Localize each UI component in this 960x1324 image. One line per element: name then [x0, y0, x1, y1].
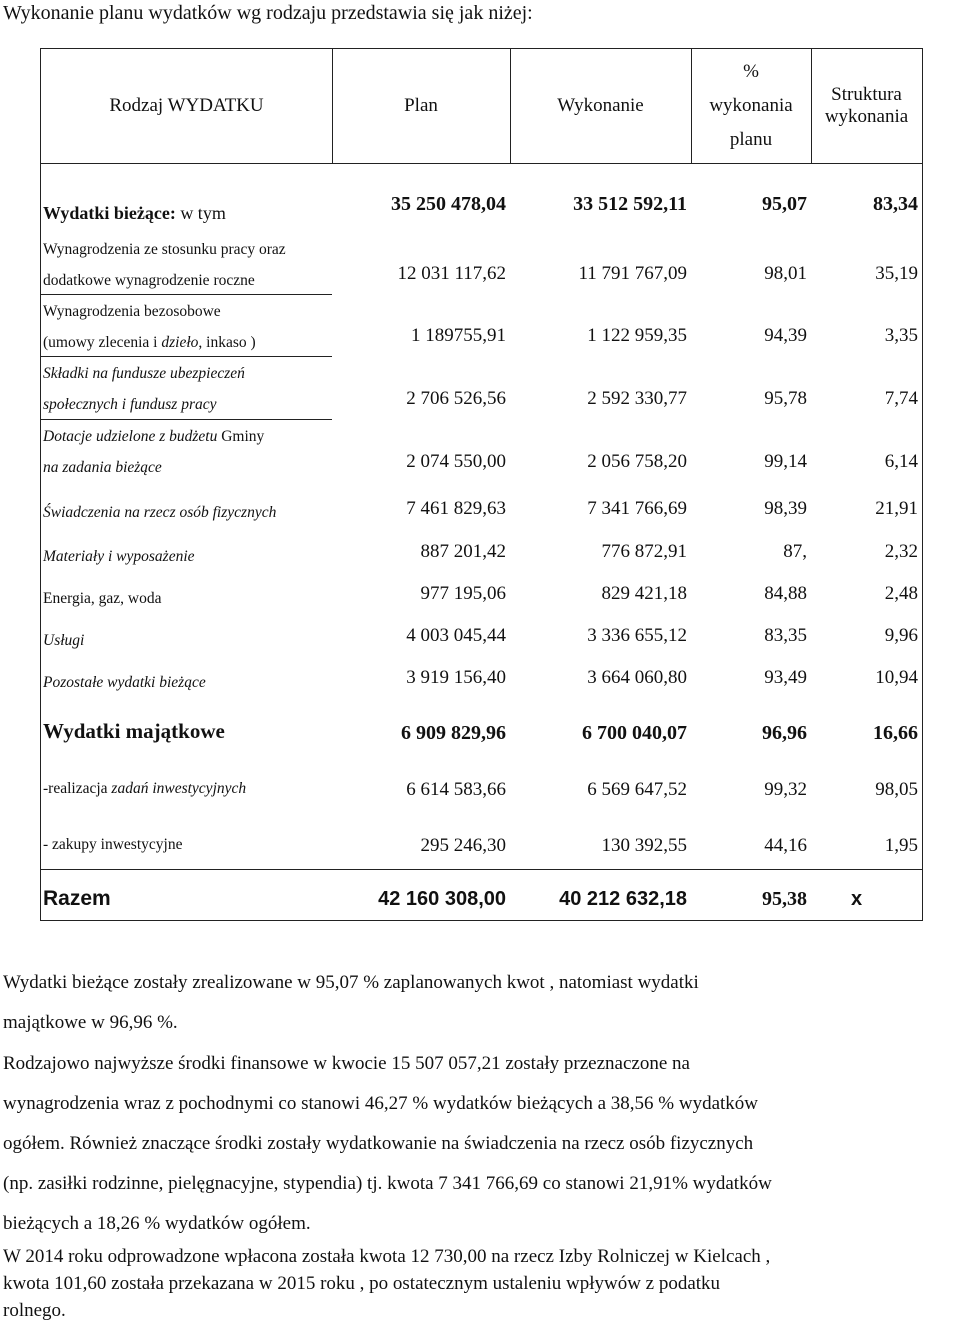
cell-wykonanie: 1 122 959,35 — [587, 325, 687, 346]
cell-procent: 95,38 — [762, 888, 807, 910]
cell-wykonanie: 130 392,55 — [601, 835, 687, 856]
cell-procent: 99,32 — [764, 779, 807, 800]
cell-procent: 87, — [783, 541, 807, 562]
cell-struktura: 16,66 — [873, 722, 918, 744]
cell-struktura: 2,48 — [884, 583, 918, 604]
cell-procent: 94,39 — [764, 325, 807, 346]
cell-procent: 96,96 — [762, 722, 807, 744]
row-label: Dotacje udzielone z budżetu Gminy na zadania bieżące — [43, 428, 265, 476]
header-struktura: Struktura wykonania — [824, 84, 909, 127]
cell-wykonanie: 3 664 060,80 — [587, 667, 687, 688]
cell-procent: 98,39 — [764, 498, 807, 519]
cell-struktura: 3,35 — [884, 325, 918, 346]
cell-plan: 12 031 117,62 — [397, 263, 506, 284]
row-label: Wynagrodzenia bezosobowe (umowy zlecenia i dzieło, inkaso ) — [43, 303, 256, 351]
cell-procent: 44,16 — [764, 835, 807, 856]
row-label: Wydatki bieżące: w tym — [43, 202, 226, 223]
header-rodzaj: Rodzaj WYDATKU — [109, 95, 264, 117]
cell-plan: 6 614 583,66 — [406, 779, 506, 800]
cell-plan: 295 246,30 — [420, 835, 506, 856]
cell-procent: 98,01 — [764, 263, 807, 284]
cell-wykonanie: 829 421,18 — [601, 583, 687, 604]
expenses-table — [40, 48, 923, 921]
row-label: Wynagrodzenia ze stosunku pracy oraz dodatkowe wynagrodzenie roczne — [43, 241, 286, 289]
cell-procent: 83,35 — [764, 625, 807, 646]
cell-struktura: 7,74 — [884, 388, 918, 409]
cell-struktura: 1,95 — [884, 835, 918, 856]
cell-plan: 6 909 829,96 — [401, 722, 506, 744]
cell-plan: 2 074 550,00 — [406, 451, 506, 472]
cell-wykonanie: 11 791 767,09 — [578, 263, 687, 284]
row-label: -realizacja zadań inwestycyjnych — [43, 779, 247, 797]
cell-procent: 93,49 — [764, 667, 807, 688]
cell-wykonanie: 7 341 766,69 — [587, 498, 687, 519]
header-procent-wykonania: % wykonania planu — [709, 60, 793, 151]
cell-wykonanie: 40 212 632,18 — [559, 888, 687, 910]
row-label: Wydatki majątkowe — [43, 718, 225, 743]
intro-text: Wykonanie planu wydatków wg rodzaju przedstawia się jak niżej: — [3, 2, 533, 24]
paragraph: Rodzajowo najwyższe środki finansowe w kwocie 15 507 057,21 zostały przeznaczone na wynagrodzenia wraz z pochodnymi co stanowi 46,27 % wydatków bieżących a 38,56 % wydatków ogółem. Również znaczące środki zostały wydatkowanie na świadczenia na rzecz osób fizycznych (np. zasiłki rodzinne, pielęgnacyjne, stypendia) tj. kwota 7 341 766,69 co stanowi 21,91% wydatków bieżących a 18,26 % wydatków ogółem. — [3, 1053, 772, 1234]
cell-struktura: 98,05 — [875, 779, 918, 800]
cell-plan: 977 195,06 — [420, 583, 506, 604]
cell-struktura: 10,94 — [875, 667, 918, 688]
cell-struktura: 2,32 — [884, 541, 918, 562]
row-label: Materiały i wyposażenie — [43, 547, 195, 565]
header-wykonanie: Wykonanie — [557, 95, 644, 117]
cell-struktura: 83,34 — [873, 193, 918, 215]
header-plan: Plan — [404, 95, 438, 117]
row-label: Świadczenia na rzecz osób fizycznych — [43, 503, 277, 521]
cell-procent: 99,14 — [764, 451, 807, 472]
cell-plan: 35 250 478,04 — [391, 193, 506, 215]
cell-procent: 84,88 — [764, 583, 807, 604]
cell-struktura: 21,91 — [875, 498, 918, 519]
cell-plan: 4 003 045,44 — [406, 625, 506, 646]
cell-plan: 42 160 308,00 — [378, 888, 506, 910]
row-label: Pozostałe wydatki bieżące — [43, 673, 206, 691]
cell-struktura: 9,96 — [884, 625, 918, 646]
cell-struktura: 6,14 — [884, 451, 918, 472]
cell-plan: 3 919 156,40 — [406, 667, 506, 688]
cell-struktura: 35,19 — [875, 263, 918, 284]
cell-wykonanie: 2 592 330,77 — [587, 388, 687, 409]
cell-wykonanie: 3 336 655,12 — [587, 625, 687, 646]
row-label: - zakupy inwestycyjne — [43, 835, 183, 853]
cell-wykonanie: 2 056 758,20 — [587, 451, 687, 472]
cell-wykonanie: 6 569 647,52 — [587, 779, 687, 800]
cell-procent: 95,07 — [762, 193, 807, 215]
cell-wykonanie: 33 512 592,11 — [573, 193, 687, 215]
cell-procent: 95,78 — [764, 388, 807, 409]
paragraph: Wydatki bieżące zostały zrealizowane w 95,07 % zaplanowanych kwot , natomiast wydatki majątkowe w 96,96 %. — [3, 972, 699, 1033]
row-label: Razem — [43, 886, 111, 910]
cell-struktura: x — [850, 888, 863, 910]
cell-plan: 887 201,42 — [420, 541, 506, 562]
cell-plan: 1 189755,91 — [411, 325, 506, 346]
cell-wykonanie: 6 700 040,07 — [582, 722, 687, 744]
paragraph: W 2014 roku odprowadzone wpłacona została kwota 12 730,00 na rzecz Izby Rolniczej w Kielcach , kwota 101,60 została przekazana w 2015 roku , po ostatecznym ustaleniu wpływów z podatku rolnego. — [3, 1246, 771, 1321]
cell-wykonanie: 776 872,91 — [601, 541, 687, 562]
row-label: Usługi — [43, 631, 85, 649]
cell-plan: 2 706 526,56 — [406, 388, 506, 409]
row-label: Składki na fundusze ubezpieczeń społecznych i fundusz pracy — [43, 365, 245, 413]
row-label: Energia, gaz, woda — [43, 589, 162, 607]
cell-plan: 7 461 829,63 — [406, 498, 506, 519]
